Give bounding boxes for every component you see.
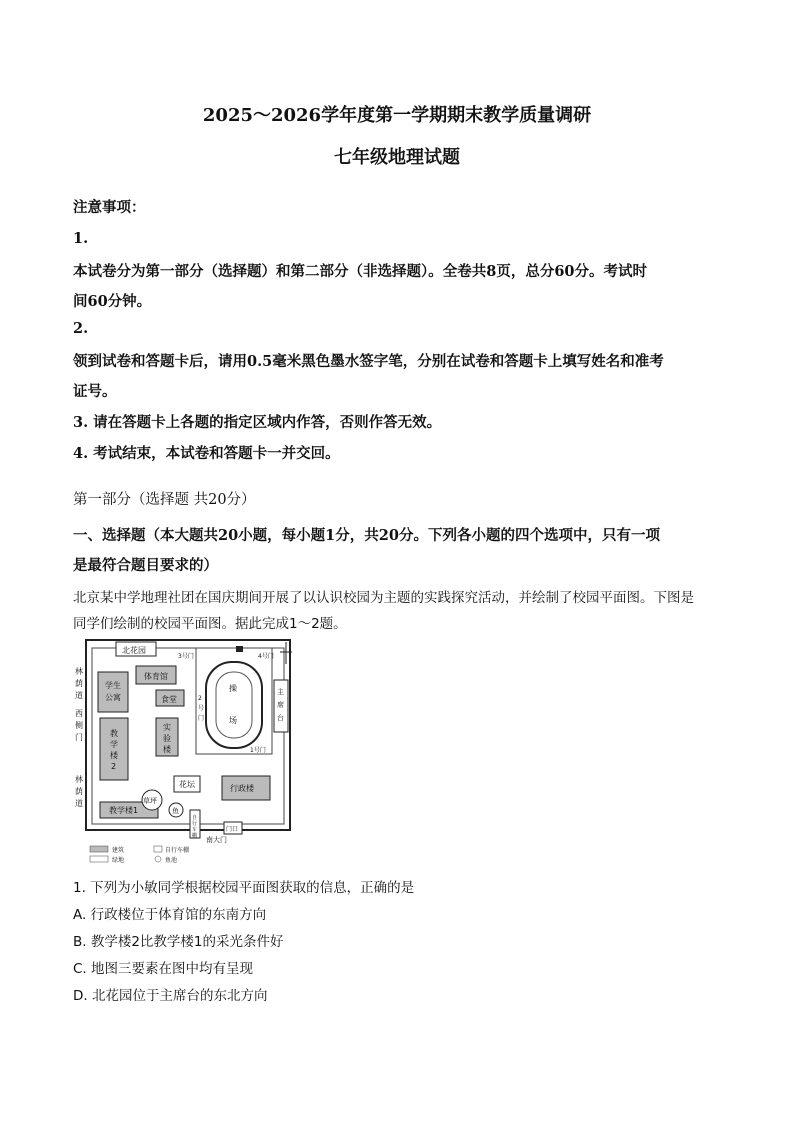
dorm-label-2: 公寓 (105, 693, 121, 702)
legend-building-label: 建筑 (112, 847, 125, 854)
dorm-box (98, 672, 128, 712)
lab-label-2: 验 (163, 734, 171, 743)
bike-shed-label-4: 棚 (192, 833, 198, 839)
note-1-number: 1. (73, 230, 89, 247)
admin-label: 行政楼 (230, 784, 254, 793)
legend-green-swatch (90, 856, 108, 862)
lab-label-1: 实 (163, 723, 171, 732)
west-gate-label-1: 西 (75, 709, 83, 718)
question-1-option-c: C. 地图三要素在图中均有呈现 (73, 961, 254, 977)
field-inner (216, 672, 252, 738)
bike-shed-label-3: 车 (192, 827, 198, 833)
teaching-2-label-2: 学 (110, 740, 118, 749)
stand-label-1: 主 (277, 688, 284, 696)
question-1-option-b: B. 教学楼2比教学楼1的采光条件好 (73, 934, 284, 950)
tree-road-south-label-3: 道 (75, 799, 83, 808)
legend-fish-label: 鱼池 (165, 857, 178, 864)
running-track (206, 662, 262, 748)
stand-label-2: 席 (277, 701, 284, 709)
note-1-line-1: 本试卷分为第一部分（选择题）和第二部分（非选择题）。全卷共8页，总分60分。考试时 (73, 263, 648, 280)
question-1-option-d: D. 北花园位于主席台的东北方向 (73, 988, 268, 1004)
west-gate-label-2: 侧 (75, 721, 83, 730)
part-1-heading: 第一部分（选择题 共20分） (73, 492, 256, 508)
flag-icon (236, 646, 243, 652)
section-heading-line-1: 一、选择题（本大题共20小题，每小题1分，共20分。下列各小题的四个选项中，只有一项 (73, 527, 660, 544)
legend-fish-swatch (155, 856, 161, 862)
question-1-stem: 1. 下列为小敏同学根据校园平面图获取的信息，正确的是 (73, 880, 415, 896)
west-gate-label-3: 门 (75, 733, 83, 742)
flower-bed-label: 花坛 (179, 780, 195, 789)
bike-shed-label-2: 行 (192, 821, 198, 827)
gate-1-label: 1号门 (250, 747, 266, 754)
teaching-2-label-3: 楼 (110, 751, 118, 760)
tree-road-north-label-2: 荫 (75, 679, 83, 688)
lawn-label: 草坪 (143, 797, 157, 805)
tree-road-north-label-1: 林 (75, 667, 83, 676)
legend-bike-swatch (154, 846, 162, 852)
note-1-line-2: 间60分钟。 (73, 293, 152, 310)
section-heading-line-2: 是最符合题目要求的） (73, 557, 218, 574)
field-label-1: 操 (229, 684, 237, 693)
lab-label-3: 楼 (163, 745, 171, 754)
gate-2-label-1: 2 (198, 695, 202, 702)
legend-building-swatch (90, 846, 108, 852)
intro-line-2: 同学们绘制的校园平面图。据此完成1～2题。 (73, 616, 347, 632)
stand-label-3: 台 (277, 714, 284, 722)
note-2-line-2: 证号。 (73, 383, 117, 400)
gate-2-label-2: 号 (198, 705, 205, 712)
note-4: 4. 考试结束，本试卷和答题卡一并交回。 (73, 445, 340, 462)
teaching-2-label-1: 教 (110, 729, 118, 738)
gate-2-label-3: 门 (198, 715, 205, 722)
bike-shed-label-1: 自 (192, 815, 198, 821)
intro-line-1: 北京某中学地理社团在国庆期间开展了以认识校园为主题的实践探究活动，并绘制了校园平面图。下图是 (73, 590, 694, 606)
note-2-line-1: 领到试卷和答题卡后，请用0.5毫米黑色墨水签字笔，分别在试卷和答题卡上填写姓名和准考 (73, 353, 664, 370)
legend-green-label: 绿地 (112, 857, 125, 864)
tree-road-north-label-3: 道 (75, 691, 83, 700)
teaching-2-label-4: 2 (111, 762, 117, 771)
canteen-label: 食堂 (161, 695, 177, 704)
campus-map (72, 636, 296, 866)
legend-bike-label: 自行车棚 (165, 847, 190, 854)
exam-title: 2025～2026学年度第一学期期末教学质量调研 (202, 105, 592, 126)
gate-3-label: 3号门 (178, 653, 194, 660)
teaching-1-label: 教学楼1 (109, 806, 139, 815)
tree-road-south-label-1: 林 (75, 775, 83, 784)
north-garden-label: 北花园 (122, 646, 146, 655)
tree-road-south-label-2: 荫 (75, 787, 83, 796)
south-gate-label: 南大门 (206, 836, 227, 844)
sports-hall-label: 体育馆 (144, 672, 168, 681)
exam-subtitle: 七年级地理试题 (334, 147, 460, 168)
question-1-option-a: A. 行政楼位于体育馆的东南方向 (73, 907, 267, 923)
fish-pond-label: 鱼 (172, 807, 179, 815)
note-2-number: 2. (73, 320, 89, 337)
field-label-2: 场 (229, 716, 237, 725)
note-3: 3. 请在答题卡上各题的指定区域内作答，否则作答无效。 (73, 414, 442, 431)
gate-label: 门口 (226, 826, 239, 833)
dorm-label-1: 学生 (105, 681, 121, 690)
gate-4-label: 4号门 (258, 653, 274, 660)
notes-heading: 注意事项： (73, 199, 146, 216)
